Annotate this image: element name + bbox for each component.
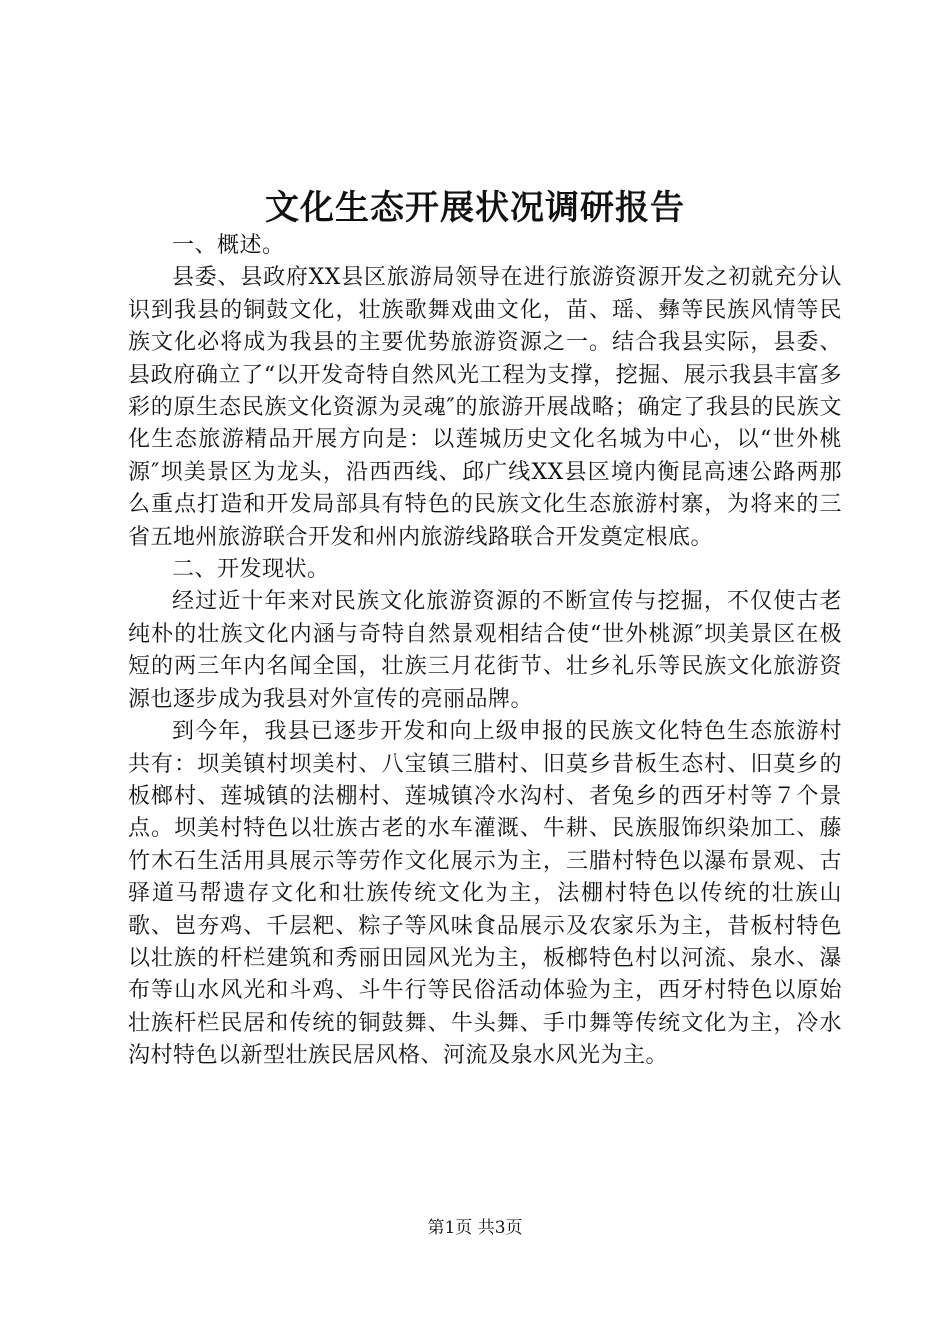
section-heading-status: 二、开发现状。 (172, 557, 330, 583)
page-footer: 第1页 共3页 (427, 1218, 523, 1238)
paragraph-status-1: 经过近十年来对民族文化旅游资源的不断宣传与挖掘，不仅使古老纯朴的壮族文化内涵与奇特自然景观相结合使“世外桃源″坝美景区在极短的两三年内名闻全国，壮族三月花街节、壮乡礼乐等民族文化旅游资源也逐步成为我县对外宣传的亮丽品牌。 (128, 589, 842, 712)
document-title: 文化生态开展状况调研报告 (265, 188, 685, 228)
section-heading-overview: 一、概述。 (172, 233, 285, 258)
document-body (128, 230, 842, 1073)
paragraph-status-2: 到今年，我县已逐步开发和向上级申报的民族文化特色生态旅游村共有：坝美镇村坝美村、八宝镇三腊村、旧莫乡昔板生态村、旧莫乡的板榔村、莲城镇的法棚村、莲城镇冷水沟村、者兔乡的西牙村等７个景点。坝美村特色以壮族古老的水车灌溉、牛耕、民族服饰织染加工、藤竹木石生活用具展示等劳作文化展示为主，三腊村特色以瀑布景观、古驿道马帮遗存文化和壮族传统文化为主，法棚村特色以传统的壮族山歌、岜夯鸡、千层粑、粽子等风味食品展示及农家乐为主，昔板村特色以壮族的杆栏建筑和秀丽田园风光为主，板榔特色村以河流、泉水、瀑布等山水风光和斗鸡、斗牛行等民俗活动体验为主，西牙村特色以原始壮族杆栏民居和传统的铜鼓舞、牛头舞、手巾舞等传统文化为主，冷水沟村特色以新型壮族民居风格、河流及泉水风光为主。 (128, 719, 842, 1069)
paragraph-overview: 县委、县政府XX县区旅游局领导在进行旅游资源开发之初就充分认识到我县的铜鼓文化，壮族歌舞戏曲文化，苗、瑶、彝等民族风情等民族文化必将成为我县的主要优势旅游资源之一。结合我县实际，县委、县政府确立了“以开发奇特自然风光工程为支撑，挖掘、展示我县丰富多彩的原生态民族文化资源为灵魂″的旅游开展战略；确定了我县的民族文化生态旅游精品开展方向是：以莲城历史文化名城为中心，以“世外桃源″坝美景区为龙头，沿西西线、邱广线XX县区境内衡昆高速公路两那么重点打造和开发局部具有特色的民族文化生态旅游村寨，为将来的三省五地州旅游联合开发和州内旅游线路联合开发奠定根底。 (128, 265, 842, 550)
